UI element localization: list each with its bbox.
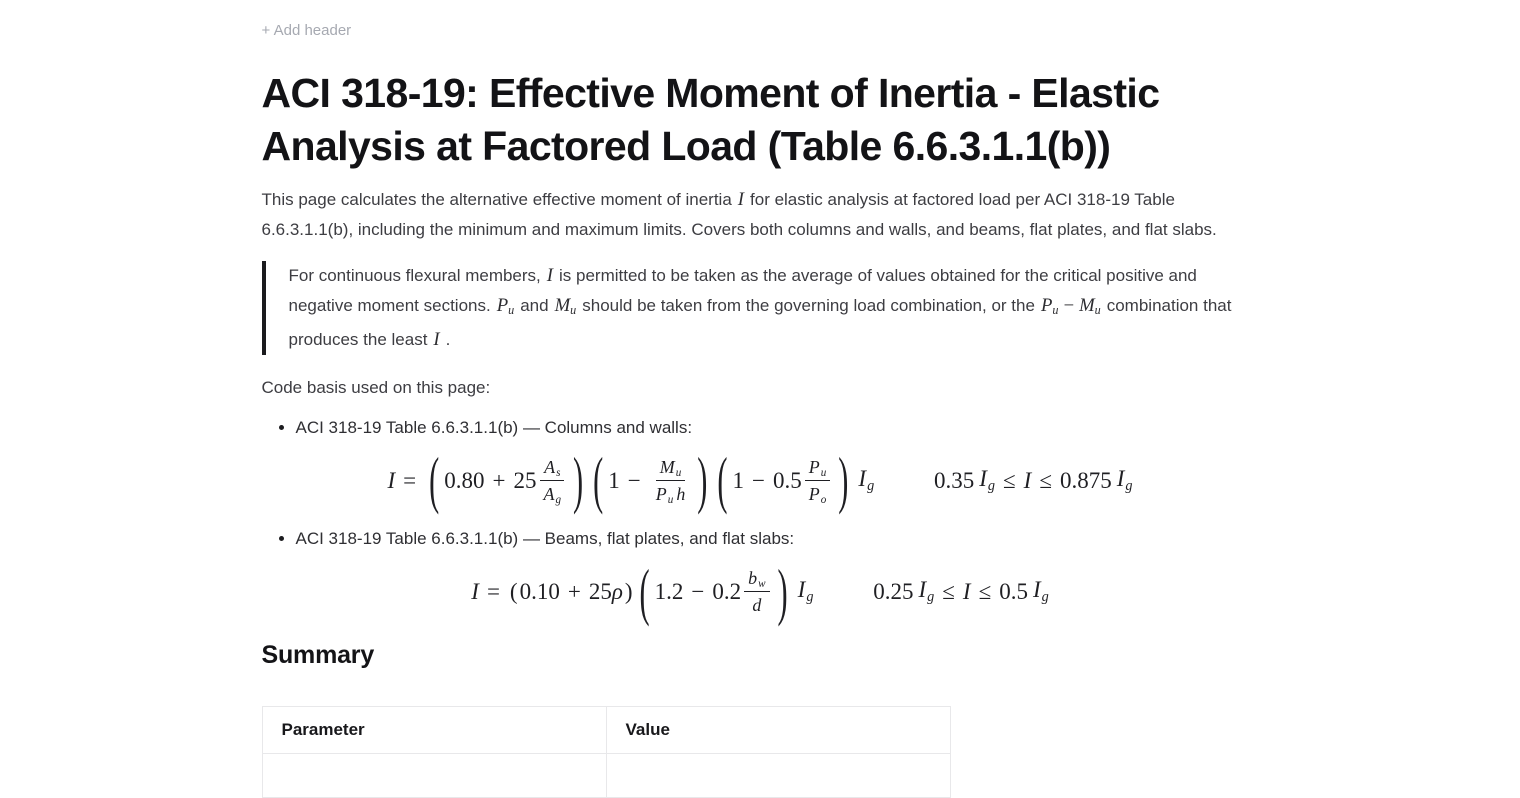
code-basis-list [262,415,1259,628]
fraction-Mu-over-Puh: $\frac{Mu}{\text{Pu h}}$ [655,457,686,507]
code-basis-lead: Code basis used on this page: [261,378,491,398]
quote-text-1: For continuous flexural members, [288,266,541,285]
intro-paragraph [262,185,1259,245]
paren-close: ) [624,578,633,604]
big-paren-close: ) [838,444,849,516]
formula-beams-flat-plates-slabs [262,555,1259,628]
big-paren-open: ( [593,444,604,516]
code-basis-item-beams-slabs [295,526,1259,628]
inline-math-I: I [737,189,745,210]
summary-table-header-row [262,707,950,754]
column-header-value: Value [606,707,950,754]
list-item-label: ACI 318-19 Table 6.6.3.1.1(b) — Beams, flat plates, and flat slabs: [295,529,795,549]
quote-text-3: and [520,296,549,315]
code-basis-item-columns-walls [295,415,1259,516]
summary-heading: Summary [261,641,375,670]
formula-expression: I = ( 0.10 + 25ρ ) ( 1.2 − 0.2 $\frac{bw}{d}$ ) Ig [471,555,814,628]
big-paren-open: ( [717,444,728,516]
inline-math-Pu-minus-Mu: Pu − Mu [1040,295,1101,318]
quote-period: . [445,330,451,350]
table-cell-value [606,754,950,798]
add-header-button[interactable]: + Add header [261,22,352,39]
big-paren-close: ) [777,555,788,628]
summary-table-row-clipped [262,754,950,798]
fraction-bw-over-d: $\frac{bw}{d}$ [744,568,769,615]
column-header-parameter: Parameter [262,707,606,754]
page-title: ACI 318-19: Effective Moment of Inertia - Elastic Analysis at Factored Load (Table 6.6.3.1.1(b)) [261,70,1160,169]
blockquote-text [289,261,1259,355]
quote-text-5: combination that produces the least [288,296,1232,350]
fraction-Pu-over-Po: $\frac{Pu}{Po}$ [805,457,831,504]
quote-text-4: should be taken from the governing load combination, or the [582,296,1035,315]
inline-math-Pu: Pu [496,295,515,318]
quote-text-2: is permitted to be taken as the average of values obtained for the critical positive and negative moment sections. [288,266,1197,315]
table-cell-parameter [262,754,606,798]
inline-math-Mu: Mu [554,295,577,318]
content-column [262,0,1259,798]
formula-limits: 0.25 Ig ≤ I ≤ 0.5 Ig [873,577,1049,606]
formula-columns-and-walls [262,444,1259,516]
note-blockquote [262,261,1259,355]
inline-math-I: I [546,265,554,286]
formula-limits: 0.35 Ig ≤ I ≤ 0.875 Ig [933,466,1133,495]
big-paren-close: ) [697,444,708,516]
list-item-label: ACI 318-19 Table 6.6.3.1.1(b) — Columns and walls: [295,418,693,438]
big-paren-open: ( [639,555,650,628]
fraction-As-over-Ag: $\frac{As}{Ag}$ [540,457,566,504]
summary-table [262,706,951,798]
intro-text-2: for elastic analysis at factored load per ACI 318-19 Table 6.6.3.1.1(b), including the minimum and maximum limits. Covers both columns and walls, and beams, flat plates, and flat slabs. [261,190,1217,239]
big-paren-open: ( [429,444,440,516]
paren-open: ( [509,578,518,604]
big-paren-close: ) [573,444,584,516]
formula-expression: I = ( 0.80 + 25 $\frac{As}{Ag}$ ) ( 1 − $\frac{Mu}{\text{Pu h}}$ ) ( 1 − 0.5 $\frac{Pu}{Po}$ ) Ig [387,444,875,516]
inline-math-I: I [433,329,440,351]
intro-text-1: This page calculates the alternative effective moment of inertia [261,190,732,209]
